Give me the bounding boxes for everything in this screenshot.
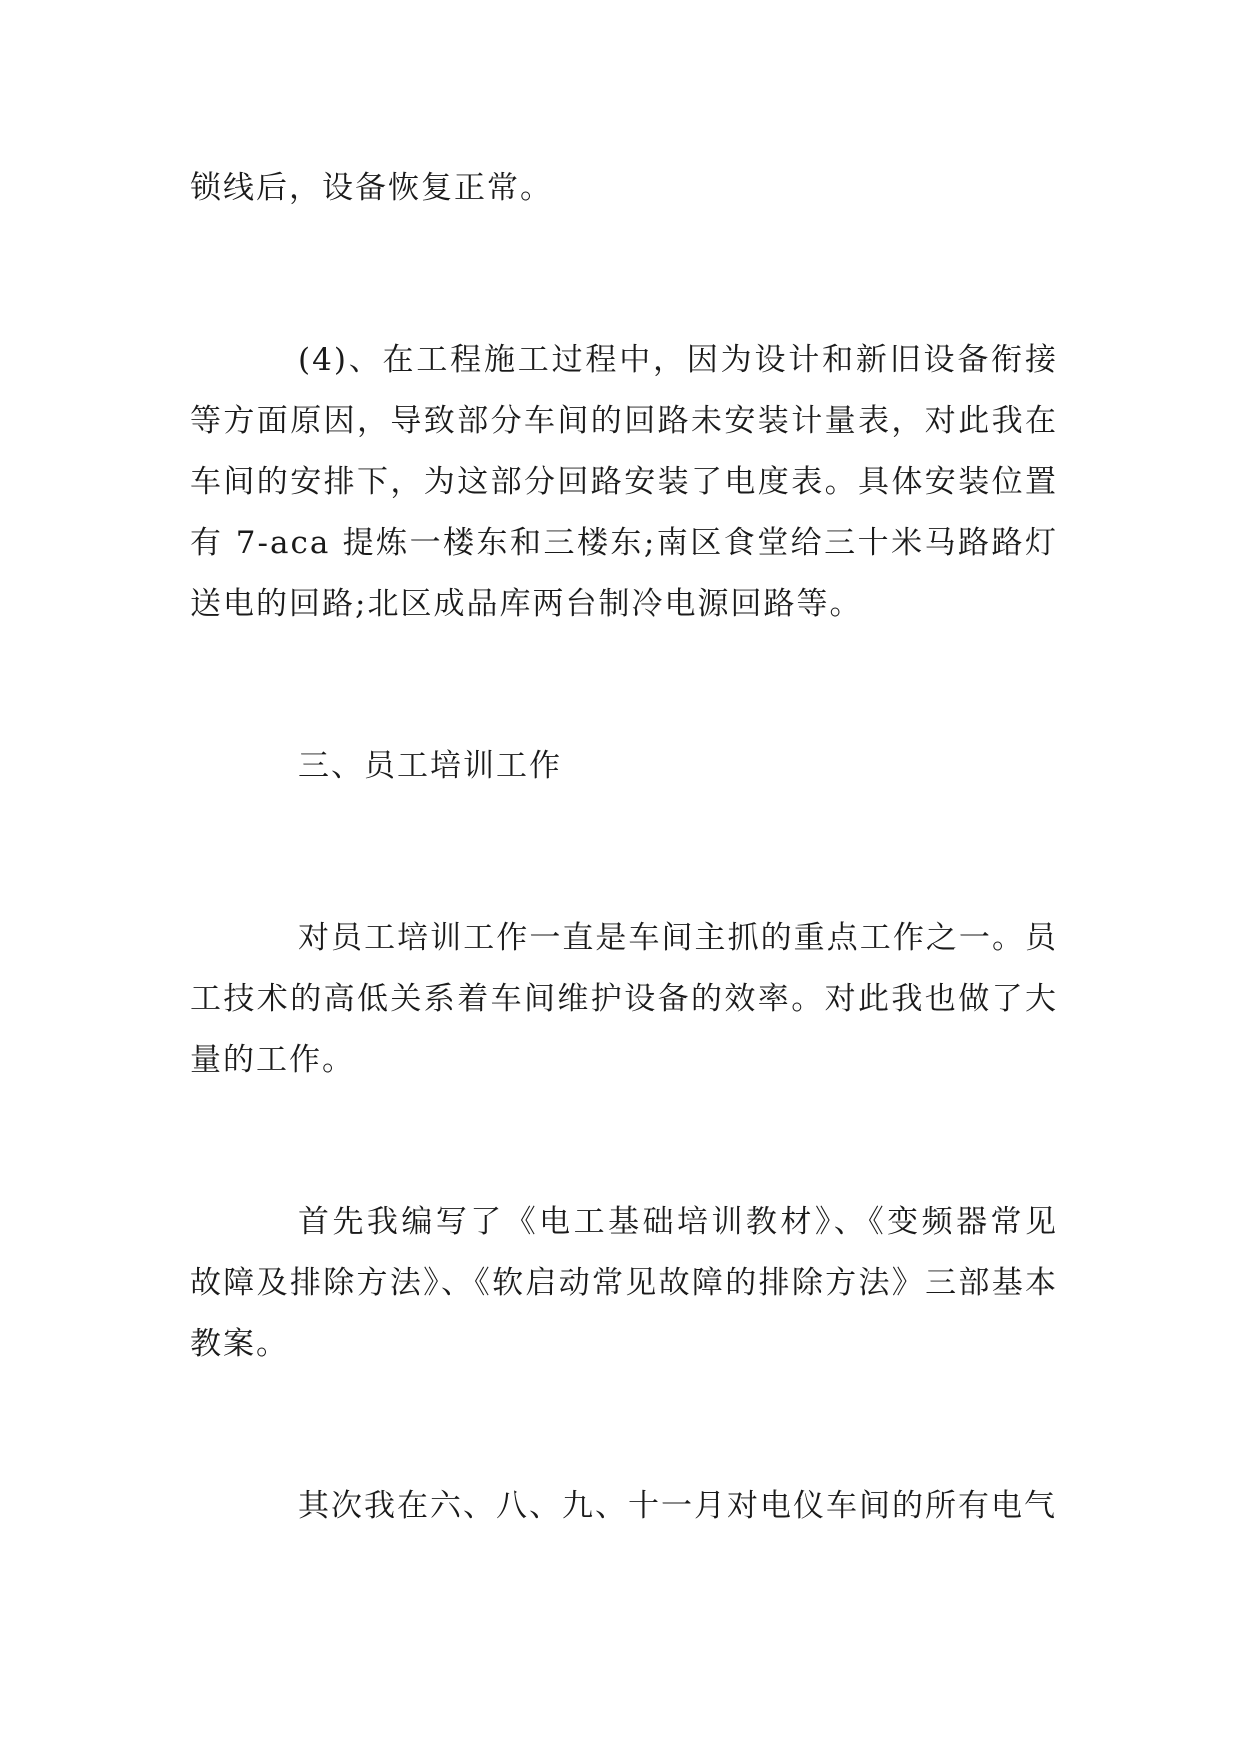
paragraph-meter-installation: (4)、在工程施工过程中，因为设计和新旧设备衔接等方面原因，导致部分车间的回路未安装计量表，对此我在车间的安排下，为这部分回路安装了电度表。具体安装位置有 7-aca 提炼一楼东和三楼东;南区食堂给三十米马路路灯送电的回路;北区成品库两台制冷电源回路等。 (190, 342, 1058, 622)
section-heading-staff-training: 三、员工培训工作 (298, 748, 562, 784)
paragraph-training-importance: 对员工培训工作一直是车间主抓的重点工作之一。员工技术的高低关系着车间维护设备的效率。对此我也做了大量的工作。 (190, 920, 1058, 1078)
paragraph-teaching-materials: 首先我编写了《电工基础培训教材》、《变频器常见故障及排除方法》、《软启动常见故障的排除方法》三部基本教案。 (190, 1204, 1058, 1362)
paragraph-training-schedule: 其次我在六、八、九、十一月对电仪车间的所有电气 (298, 1488, 1057, 1524)
paragraph-continuation: 锁线后，设备恢复正常。 (190, 170, 553, 206)
